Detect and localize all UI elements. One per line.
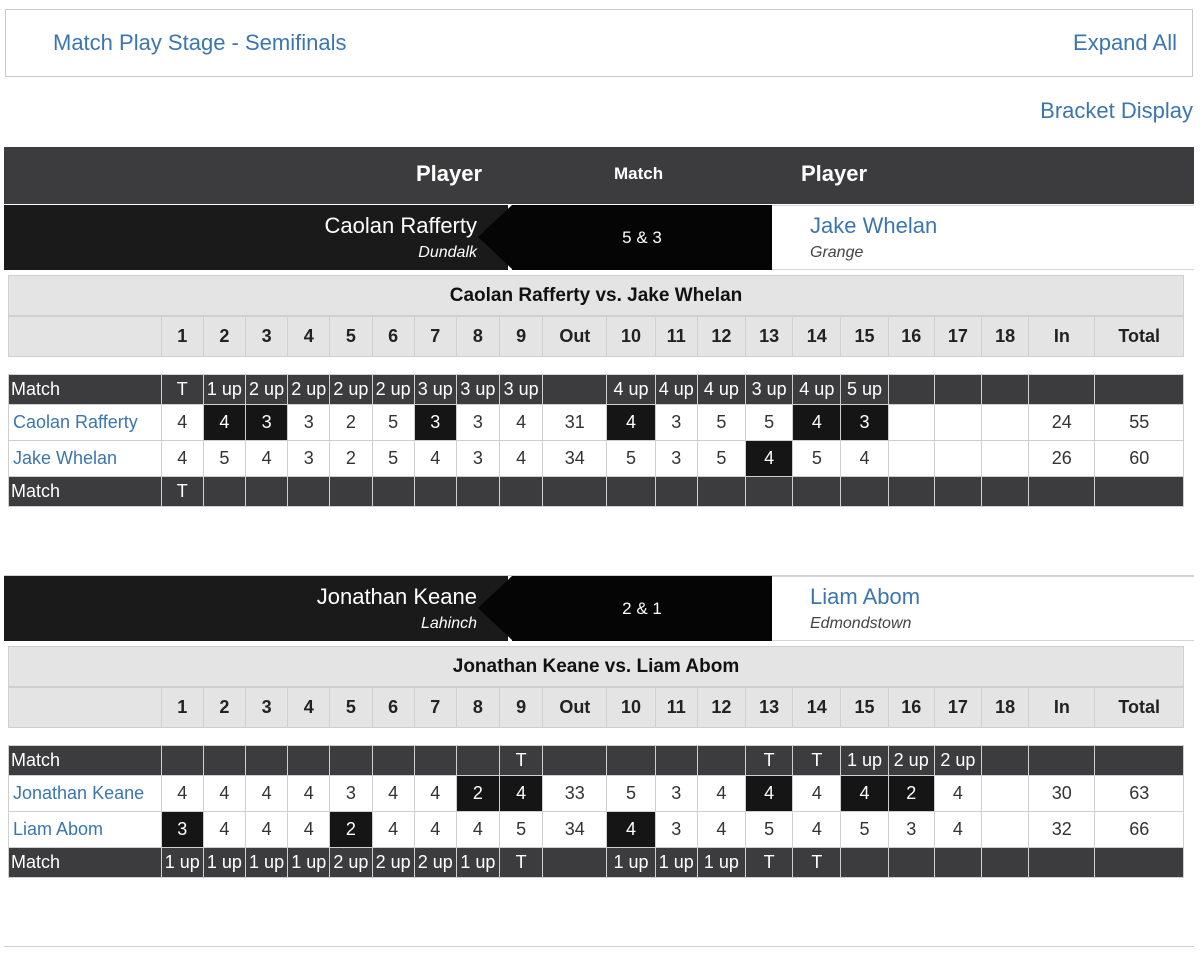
score-cell: 4 <box>841 776 888 812</box>
score-cell: 34 <box>543 812 607 848</box>
match-status-cell <box>161 746 203 776</box>
score-cell: 3 <box>414 405 456 441</box>
match-status-cell <box>203 477 245 507</box>
hole-header: 15 <box>841 688 888 728</box>
score-cell: 60 <box>1095 441 1184 477</box>
match-status-cell: 3 up <box>500 375 543 405</box>
score-cell: 3 <box>655 812 697 848</box>
match-status-cell <box>746 477 793 507</box>
match-status-cell <box>934 477 981 507</box>
match-status-cell <box>414 746 456 776</box>
match-status-cell: 4 up <box>697 375 745 405</box>
match-status-cell: 1 up <box>607 848 655 878</box>
hole-header: 9 <box>500 317 543 357</box>
hole-header: Out <box>543 688 607 728</box>
player-name-link[interactable]: Caolan Rafferty <box>9 405 162 441</box>
match-status-cell: T <box>161 375 203 405</box>
winner-arrow-icon <box>478 205 512 269</box>
match-status-row <box>9 848 1184 878</box>
match-status-cell <box>1095 477 1184 507</box>
match-status-cell <box>655 477 697 507</box>
banner-left-player <box>4 576 508 641</box>
match-status-cell <box>543 375 607 405</box>
score-cell: 3 <box>161 812 203 848</box>
match-status-cell: 1 up <box>456 848 499 878</box>
score-cell: 4 <box>934 812 981 848</box>
match-status-cell <box>607 477 655 507</box>
hole-header: Total <box>1095 317 1184 357</box>
score-cell: 63 <box>1095 776 1184 812</box>
hole-header: 4 <box>288 688 330 728</box>
match-status-cell <box>655 746 697 776</box>
hole-header: Total <box>1095 688 1184 728</box>
match-status-cell <box>841 477 888 507</box>
score-cell: 4 <box>793 405 841 441</box>
score-cell: 4 <box>161 776 203 812</box>
match-status-cell <box>981 746 1028 776</box>
score-cell <box>934 405 981 441</box>
stage-header-box <box>5 9 1193 77</box>
player-name-link[interactable]: Jonathan Keane <box>9 776 162 812</box>
score-cell: 4 <box>607 405 655 441</box>
match-status-cell: 1 up <box>203 375 245 405</box>
score-cell <box>981 776 1028 812</box>
score-cell: 4 <box>500 776 543 812</box>
score-cell: 24 <box>1029 405 1095 441</box>
score-cell: 4 <box>203 405 245 441</box>
match-status-cell <box>543 848 607 878</box>
right-player-name-link[interactable]: Jake Whelan <box>810 213 938 238</box>
match-status-cell <box>372 477 414 507</box>
match-status-cell <box>203 746 245 776</box>
match-status-cell <box>245 746 287 776</box>
score-cell: 5 <box>793 441 841 477</box>
match-status-cell <box>1095 848 1184 878</box>
score-cell: 4 <box>746 441 793 477</box>
score-cell: 55 <box>1095 405 1184 441</box>
score-cell: 4 <box>793 776 841 812</box>
players-header-bar <box>4 147 1194 204</box>
score-cell: 4 <box>245 776 287 812</box>
score-cell: 4 <box>161 405 203 441</box>
score-cell: 4 <box>746 776 793 812</box>
match-status-cell <box>456 477 499 507</box>
hole-header: 14 <box>793 688 841 728</box>
score-cell: 5 <box>841 812 888 848</box>
hole-header: 11 <box>655 317 697 357</box>
match-status-cell <box>697 746 745 776</box>
banner-right-player <box>772 205 1194 270</box>
match-row-label: Match <box>9 848 162 878</box>
match-row-label: Match <box>9 746 162 776</box>
match-status-cell <box>1029 477 1095 507</box>
match-status-cell: 2 up <box>372 375 414 405</box>
match-status-cell: 3 up <box>746 375 793 405</box>
match-status-cell <box>888 477 934 507</box>
stage-title-link[interactable]: Match Play Stage - Semifinals <box>53 30 347 55</box>
score-cell: 3 <box>288 405 330 441</box>
match-status-cell: T <box>793 848 841 878</box>
hole-header: 9 <box>500 688 543 728</box>
winner-arrow-icon <box>478 576 512 640</box>
score-cell: 4 <box>697 812 745 848</box>
hole-header: In <box>1029 317 1095 357</box>
match-status-cell: 3 up <box>414 375 456 405</box>
player-score-row <box>9 812 1184 848</box>
match-status-cell: 1 up <box>288 848 330 878</box>
score-cell: 4 <box>203 776 245 812</box>
score-cell: 3 <box>841 405 888 441</box>
match-status-cell: T <box>500 848 543 878</box>
player-score-row <box>9 441 1184 477</box>
hole-header: 1 <box>161 688 203 728</box>
match-status-cell <box>1029 375 1095 405</box>
match-status-row <box>9 746 1184 776</box>
match-status-cell: 2 up <box>330 375 372 405</box>
match-status-cell <box>456 746 499 776</box>
match-status-cell <box>543 477 607 507</box>
bottom-divider <box>4 946 1194 947</box>
match-result: 5 & 3 <box>512 205 772 270</box>
match-status-cell <box>372 746 414 776</box>
player-name-link[interactable]: Liam Abom <box>9 812 162 848</box>
score-cell: 4 <box>161 441 203 477</box>
score-cell <box>888 441 934 477</box>
match-status-cell: 2 up <box>414 848 456 878</box>
score-cell: 3 <box>330 776 372 812</box>
holes-header-table <box>8 687 1184 728</box>
match-status-cell <box>981 477 1028 507</box>
player-name-link[interactable]: Jake Whelan <box>9 441 162 477</box>
header-match: Match <box>614 164 664 183</box>
score-cell <box>981 812 1028 848</box>
hole-header: 10 <box>607 688 655 728</box>
hole-header: 13 <box>746 688 793 728</box>
hole-header: 17 <box>934 688 981 728</box>
hole-header: 12 <box>697 317 745 357</box>
hole-header: 2 <box>203 688 245 728</box>
match-divider <box>4 575 1194 576</box>
score-cell: 4 <box>456 812 499 848</box>
holes-header-blank <box>9 688 162 728</box>
score-cell: 4 <box>414 776 456 812</box>
score-cell: 5 <box>372 405 414 441</box>
score-cell: 2 <box>330 812 372 848</box>
hole-header: In <box>1029 688 1095 728</box>
score-cell <box>934 441 981 477</box>
match-status-cell <box>981 848 1028 878</box>
score-cell: 66 <box>1095 812 1184 848</box>
score-cell: 4 <box>934 776 981 812</box>
score-cell: 2 <box>330 405 372 441</box>
match-status-cell <box>543 746 607 776</box>
score-cell: 4 <box>697 776 745 812</box>
banner-right-player <box>772 576 1194 641</box>
hole-header: 12 <box>697 688 745 728</box>
match-status-cell <box>697 477 745 507</box>
scorecard-table <box>8 745 1184 878</box>
score-cell: 5 <box>697 405 745 441</box>
score-cell: 30 <box>1029 776 1095 812</box>
hole-header: 3 <box>245 688 287 728</box>
match-status-cell: T <box>161 477 203 507</box>
score-cell: 3 <box>456 405 499 441</box>
hole-header: 14 <box>793 317 841 357</box>
match-status-cell: 1 up <box>841 746 888 776</box>
score-cell: 32 <box>1029 812 1095 848</box>
match-status-cell <box>1095 375 1184 405</box>
score-cell: 2 <box>888 776 934 812</box>
match-status-cell: 5 up <box>841 375 888 405</box>
match-status-cell: 2 up <box>934 746 981 776</box>
match-status-cell <box>981 375 1028 405</box>
match-status-row <box>9 375 1184 405</box>
left-player-club: Dundalk <box>418 244 477 261</box>
score-cell: 4 <box>414 441 456 477</box>
score-cell: 3 <box>456 441 499 477</box>
score-cell: 5 <box>607 441 655 477</box>
hole-header: 8 <box>456 688 499 728</box>
hole-header: 7 <box>414 317 456 357</box>
score-cell: 4 <box>607 812 655 848</box>
score-cell: 5 <box>746 812 793 848</box>
match-status-cell: T <box>500 746 543 776</box>
match-status-cell <box>500 477 543 507</box>
score-cell <box>981 405 1028 441</box>
hole-header: 6 <box>372 317 414 357</box>
match-status-cell <box>888 848 934 878</box>
match-status-row <box>9 477 1184 507</box>
match-status-cell: 1 up <box>697 848 745 878</box>
match-row-label: Match <box>9 477 162 507</box>
left-player-name: Caolan Rafferty <box>324 213 477 238</box>
score-cell <box>981 441 1028 477</box>
hole-header: 2 <box>203 317 245 357</box>
expand-all-link[interactable]: Expand All <box>1073 30 1177 55</box>
hole-header: 11 <box>655 688 697 728</box>
banner-left-player <box>4 205 508 270</box>
score-cell: 3 <box>655 776 697 812</box>
score-cell: 3 <box>655 441 697 477</box>
hole-header: 1 <box>161 317 203 357</box>
match-banner <box>4 205 1194 270</box>
score-cell: 3 <box>655 405 697 441</box>
hole-header: 15 <box>841 317 888 357</box>
score-cell: 31 <box>543 405 607 441</box>
match-status-cell <box>1095 746 1184 776</box>
score-cell: 4 <box>500 405 543 441</box>
score-cell: 4 <box>245 812 287 848</box>
score-cell: 5 <box>607 776 655 812</box>
match-status-cell <box>1029 746 1095 776</box>
match-status-cell <box>1029 848 1095 878</box>
score-cell: 34 <box>543 441 607 477</box>
header-player-left: Player <box>416 161 483 186</box>
match-status-cell <box>888 375 934 405</box>
match-banner <box>4 576 1194 641</box>
match-status-cell <box>288 477 330 507</box>
match-status-cell: 1 up <box>161 848 203 878</box>
player-score-row <box>9 776 1184 812</box>
score-cell: 3 <box>888 812 934 848</box>
hole-header: 6 <box>372 688 414 728</box>
score-cell: 5 <box>746 405 793 441</box>
score-cell: 4 <box>372 776 414 812</box>
match-status-cell: T <box>746 848 793 878</box>
score-cell: 4 <box>288 776 330 812</box>
score-cell: 4 <box>288 812 330 848</box>
scorecard-title: Jonathan Keane vs. Liam Abom <box>8 646 1184 687</box>
score-cell: 26 <box>1029 441 1095 477</box>
hole-header: 3 <box>245 317 287 357</box>
score-cell: 5 <box>697 441 745 477</box>
match-status-cell <box>330 746 372 776</box>
right-player-club: Grange <box>810 244 864 261</box>
match-status-cell: 2 up <box>372 848 414 878</box>
hole-header: 13 <box>746 317 793 357</box>
score-cell: 4 <box>841 441 888 477</box>
match-status-cell: 2 up <box>245 375 287 405</box>
match-status-cell <box>330 477 372 507</box>
hole-header: 7 <box>414 688 456 728</box>
hole-header: Out <box>543 317 607 357</box>
score-cell: 4 <box>203 812 245 848</box>
player-score-row <box>9 405 1184 441</box>
score-cell: 2 <box>456 776 499 812</box>
score-cell: 3 <box>245 405 287 441</box>
match-status-cell: 1 up <box>655 848 697 878</box>
match-status-cell: T <box>793 746 841 776</box>
score-cell <box>888 405 934 441</box>
match-result: 2 & 1 <box>512 576 772 641</box>
match-status-cell <box>607 746 655 776</box>
match-status-cell <box>245 477 287 507</box>
right-player-name-link[interactable]: Liam Abom <box>810 584 921 609</box>
hole-header: 10 <box>607 317 655 357</box>
match-status-cell: 4 up <box>793 375 841 405</box>
hole-header: 16 <box>888 317 934 357</box>
hole-header: 17 <box>934 317 981 357</box>
match-status-cell <box>934 848 981 878</box>
match-status-cell: 1 up <box>203 848 245 878</box>
match-status-cell: T <box>746 746 793 776</box>
hole-header: 16 <box>888 688 934 728</box>
score-cell: 2 <box>330 441 372 477</box>
hole-header: 5 <box>330 317 372 357</box>
score-cell: 4 <box>500 441 543 477</box>
score-cell: 4 <box>372 812 414 848</box>
scorecard-table <box>8 374 1184 507</box>
match-status-cell <box>414 477 456 507</box>
hole-header: 8 <box>456 317 499 357</box>
match-row-label: Match <box>9 375 162 405</box>
holes-header-table <box>8 316 1184 357</box>
score-cell: 5 <box>372 441 414 477</box>
score-cell: 4 <box>245 441 287 477</box>
score-cell: 4 <box>414 812 456 848</box>
match-status-cell: 1 up <box>245 848 287 878</box>
right-player-club: Edmondstown <box>810 615 912 632</box>
scorecard-title: Caolan Rafferty vs. Jake Whelan <box>8 275 1184 316</box>
match-status-cell: 4 up <box>607 375 655 405</box>
score-cell: 5 <box>500 812 543 848</box>
score-cell: 33 <box>543 776 607 812</box>
hole-header: 18 <box>981 688 1028 728</box>
hole-header: 18 <box>981 317 1028 357</box>
hole-header: 4 <box>288 317 330 357</box>
left-player-club: Lahinch <box>420 615 477 632</box>
score-cell: 3 <box>288 441 330 477</box>
match-status-cell: 3 up <box>456 375 499 405</box>
match-status-cell: 2 up <box>288 375 330 405</box>
match-status-cell <box>841 848 888 878</box>
hole-header: 5 <box>330 688 372 728</box>
match-status-cell <box>793 477 841 507</box>
match-status-cell: 4 up <box>655 375 697 405</box>
score-cell: 5 <box>203 441 245 477</box>
match-status-cell <box>934 375 981 405</box>
match-status-cell <box>288 746 330 776</box>
match-status-cell: 2 up <box>888 746 934 776</box>
header-player-right: Player <box>801 161 868 186</box>
score-cell: 4 <box>793 812 841 848</box>
left-player-name: Jonathan Keane <box>316 584 477 609</box>
bracket-display-link[interactable]: Bracket Display <box>1040 98 1193 123</box>
holes-header-blank <box>9 317 162 357</box>
match-status-cell: 2 up <box>330 848 372 878</box>
